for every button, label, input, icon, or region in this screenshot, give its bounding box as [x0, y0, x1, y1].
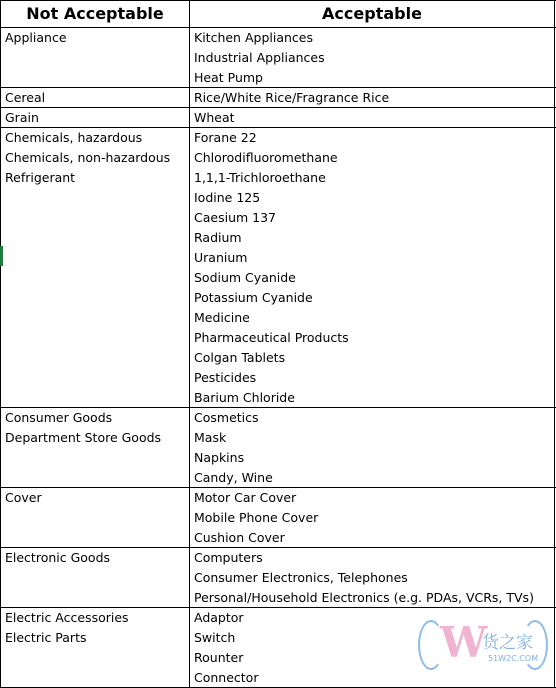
not-acceptable-cell [0, 508, 190, 528]
not-acceptable-cell [0, 448, 190, 468]
not-acceptable-cell: Chemicals, non-hazardous [0, 148, 190, 168]
table-row [0, 68, 556, 88]
acceptable-cell: Sodium Cyanide [190, 268, 555, 288]
group-separator-line [0, 127, 556, 128]
header-not-acceptable: Not Acceptable [0, 0, 190, 28]
table-row [0, 548, 556, 568]
table-top-border [0, 0, 556, 1]
acceptable-cell: Computers [190, 548, 555, 568]
acceptable-cell: 1,1,1-Trichloroethane [190, 168, 555, 188]
acceptable-cell: Chlorodifluoromethane [190, 148, 555, 168]
group-separator-line [0, 107, 556, 108]
acceptable-cell: Pharmaceutical Products [190, 328, 555, 348]
acceptable-cell: Cosmetics [190, 408, 555, 428]
not-acceptable-cell [0, 308, 190, 328]
table-row [0, 428, 556, 448]
acceptable-cell: Uranium [190, 248, 555, 268]
not-acceptable-cell: Chemicals, hazardous [0, 128, 190, 148]
not-acceptable-cell [0, 648, 190, 668]
acceptable-cell: Personal/Household Electronics (e.g. PDAs, VCRs, TVs) [190, 588, 555, 608]
acceptable-cell: Candy, Wine [190, 468, 555, 488]
acceptable-cell: Colgan Tablets [190, 348, 555, 368]
acceptable-cell: Heat Pump [190, 68, 555, 88]
table-row [0, 288, 556, 308]
acceptable-cell: Cushion Cover [190, 528, 555, 548]
not-acceptable-cell [0, 348, 190, 368]
table-row [0, 348, 556, 368]
table-row [0, 88, 556, 108]
not-acceptable-cell: Electric Parts [0, 628, 190, 648]
group-separator-line [0, 547, 556, 548]
table-row [0, 28, 556, 48]
acceptable-cell: Napkins [190, 448, 555, 468]
table-header-row [0, 0, 556, 28]
table-row [0, 228, 556, 248]
table-row [0, 308, 556, 328]
table-row [0, 48, 556, 68]
not-acceptable-cell [0, 588, 190, 608]
group-separator-line [0, 407, 556, 408]
not-acceptable-cell: Consumer Goods [0, 408, 190, 428]
not-acceptable-cell [0, 368, 190, 388]
watermark-domain: 51W2C.COM [488, 654, 539, 663]
table-row [0, 368, 556, 388]
not-acceptable-cell: Grain [0, 108, 190, 128]
not-acceptable-cell [0, 328, 190, 348]
group-separator-line [0, 487, 556, 488]
not-acceptable-cell [0, 668, 190, 688]
not-acceptable-cell: Department Store Goods [0, 428, 190, 448]
not-acceptable-cell: Cereal [0, 88, 190, 108]
row-selection-marker [0, 246, 3, 266]
header-bottom-border [0, 27, 556, 28]
group-separator-line [0, 87, 556, 88]
acceptable-cell: Potassium Cyanide [190, 288, 555, 308]
not-acceptable-cell [0, 188, 190, 208]
acceptable-cell: Industrial Appliances [190, 48, 555, 68]
not-acceptable-cell [0, 48, 190, 68]
acceptable-cell: Forane 22 [190, 128, 555, 148]
acceptable-cell: Motor Car Cover [190, 488, 555, 508]
acceptable-cell: Caesium 137 [190, 208, 555, 228]
table-row [0, 388, 556, 408]
not-acceptable-cell [0, 228, 190, 248]
not-acceptable-cell [0, 288, 190, 308]
table-row [0, 328, 556, 348]
watermark-chinese-text: 货之家 [482, 633, 533, 653]
table-row [0, 188, 556, 208]
acceptable-cell: Barium Chloride [190, 388, 555, 408]
acceptable-cell: Pesticides [190, 368, 555, 388]
not-acceptable-cell [0, 528, 190, 548]
acceptable-cell: Connector [190, 668, 555, 688]
not-acceptable-cell: Electronic Goods [0, 548, 190, 568]
group-separator-line [0, 607, 556, 608]
table-row [0, 148, 556, 168]
watermark-logo [412, 610, 552, 680]
not-acceptable-cell [0, 68, 190, 88]
table-row [0, 208, 556, 228]
acceptable-cell: Medicine [190, 308, 555, 328]
not-acceptable-cell: Appliance [0, 28, 190, 48]
not-acceptable-cell [0, 468, 190, 488]
not-acceptable-cell: Cover [0, 488, 190, 508]
acceptable-cell: Wheat [190, 108, 555, 128]
table-row [0, 528, 556, 548]
acceptable-cell: Radium [190, 228, 555, 248]
table-row [0, 248, 556, 268]
table-row [0, 108, 556, 128]
acceptable-cell: Iodine 125 [190, 188, 555, 208]
acceptable-cell: Rounter [190, 648, 555, 668]
not-acceptable-cell: Electric Accessories [0, 608, 190, 628]
acceptable-cell: Mobile Phone Cover [190, 508, 555, 528]
acceptable-cell: Adaptor [190, 608, 555, 628]
not-acceptable-cell: Refrigerant [0, 168, 190, 188]
acceptable-cell: Rice/White Rice/Fragrance Rice [190, 88, 555, 108]
not-acceptable-cell [0, 388, 190, 408]
table-row [0, 468, 556, 488]
table-row [0, 568, 556, 588]
header-acceptable: Acceptable [190, 0, 555, 28]
acceptable-cell: Mask [190, 428, 555, 448]
table-row [0, 488, 556, 508]
not-acceptable-cell [0, 208, 190, 228]
table-row [0, 588, 556, 608]
acceptable-cell: Kitchen Appliances [190, 28, 555, 48]
acceptable-cell: Switch [190, 628, 555, 648]
acceptable-cell: Consumer Electronics, Telephones [190, 568, 555, 588]
table-row [0, 268, 556, 288]
not-acceptable-cell [0, 568, 190, 588]
table-row [0, 448, 556, 468]
not-acceptable-cell [0, 248, 190, 268]
table-row [0, 408, 556, 428]
not-acceptable-cell [0, 268, 190, 288]
table-row [0, 128, 556, 148]
table-row [0, 508, 556, 528]
watermark-w-letter: W [440, 618, 486, 667]
table-row [0, 168, 556, 188]
